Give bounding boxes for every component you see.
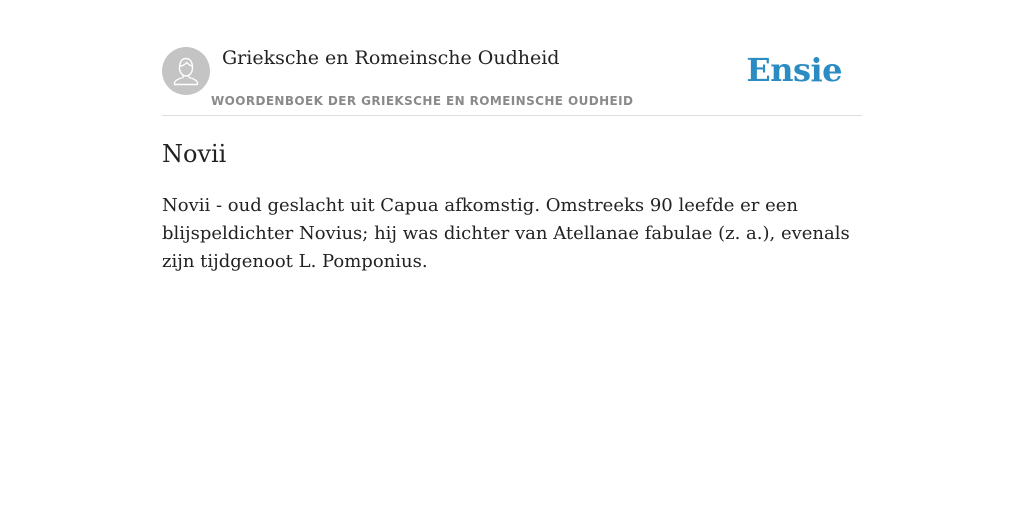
page-container bbox=[162, 0, 862, 512]
user-silhouette-icon bbox=[162, 47, 210, 95]
header bbox=[162, 0, 862, 116]
entry-title: Novii bbox=[162, 140, 227, 168]
book-subtitle: WOORDENBOEK DER GRIEKSCHE EN ROMEINSCHE OUDHEID bbox=[211, 94, 634, 108]
ensie-logo[interactable]: Ensie bbox=[746, 51, 842, 89]
entry-body: Novii - oud geslacht uit Capua afkomstig. Omstreeks 90 leefde er een blijspeldichter Novius; hij was dichter van Atellanae fabulae (z. a.), evenals zijn tijdgenoot L. Pomponius. bbox=[162, 195, 850, 272]
book-title[interactable]: Grieksche en Romeinsche Oudheid bbox=[222, 47, 560, 69]
avatar[interactable] bbox=[162, 47, 210, 95]
